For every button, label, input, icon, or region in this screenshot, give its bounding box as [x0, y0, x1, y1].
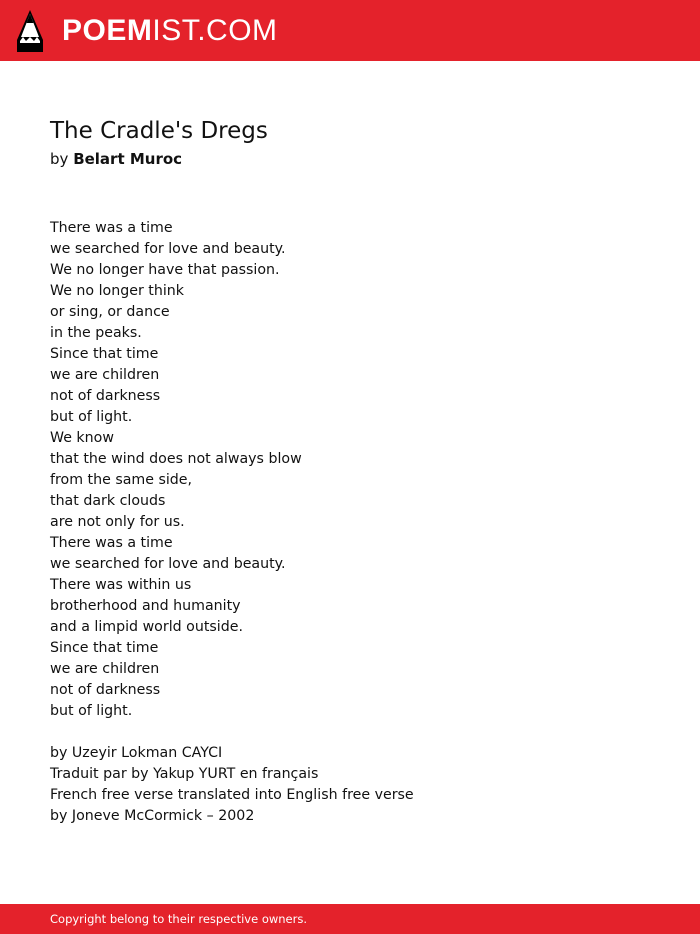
credit-line: by Joneve McCormick – 2002	[50, 808, 255, 824]
poem-line: but of light.	[50, 703, 133, 719]
poem-line: There was a time	[50, 535, 173, 551]
logo-bold-text: POEM	[62, 14, 153, 47]
poem-line: There was a time	[50, 220, 173, 236]
byline	[50, 148, 182, 170]
poem-line: in the peaks.	[50, 325, 142, 341]
poem-line: we searched for love and beauty.	[50, 556, 286, 572]
credit-line: Traduit par by Yakup YURT en français	[50, 766, 319, 782]
poem-line: There was within us	[50, 577, 192, 593]
site-footer	[0, 904, 700, 934]
poem-line: or sing, or dance	[50, 304, 170, 320]
poem-line: Since that time	[50, 640, 159, 656]
poem-line: not of darkness	[50, 388, 161, 404]
poem-line: we are children	[50, 367, 160, 383]
poem-line: We no longer have that passion.	[50, 262, 280, 278]
poem-title: The Cradle's Dregs	[50, 118, 268, 144]
credit-line: by Uzeyir Lokman CAYCI	[50, 745, 223, 761]
poem-line: we searched for love and beauty.	[50, 241, 286, 257]
credit-line: French free verse translated into English free verse	[50, 787, 414, 803]
poem-line: that the wind does not always blow	[50, 451, 302, 467]
poem-line: and a limpid world outside.	[50, 619, 243, 635]
logo-light-text: IST.COM	[152, 14, 278, 47]
byline-prefix: by	[50, 150, 69, 168]
author-name: Belart Muroc	[73, 150, 183, 168]
poem-line: we are children	[50, 661, 160, 677]
site-header	[0, 0, 700, 61]
poem-line: are not only for us.	[50, 514, 185, 530]
poem-line: brotherhood and humanity	[50, 598, 241, 614]
poem-body	[50, 218, 302, 722]
poem-line: that dark clouds	[50, 493, 166, 509]
poem-line: We no longer think	[50, 283, 185, 299]
poem-line: from the same side,	[50, 472, 193, 488]
pencil-tip-icon[interactable]	[17, 10, 43, 52]
poem-line: not of darkness	[50, 682, 161, 698]
copyright-text: Copyright belong to their respective owners.	[50, 912, 308, 926]
poem-line: but of light.	[50, 409, 133, 425]
poem-line: We know	[50, 430, 114, 446]
poem-line: Since that time	[50, 346, 159, 362]
site-logo[interactable]	[62, 11, 278, 51]
poem-credits	[50, 743, 414, 827]
